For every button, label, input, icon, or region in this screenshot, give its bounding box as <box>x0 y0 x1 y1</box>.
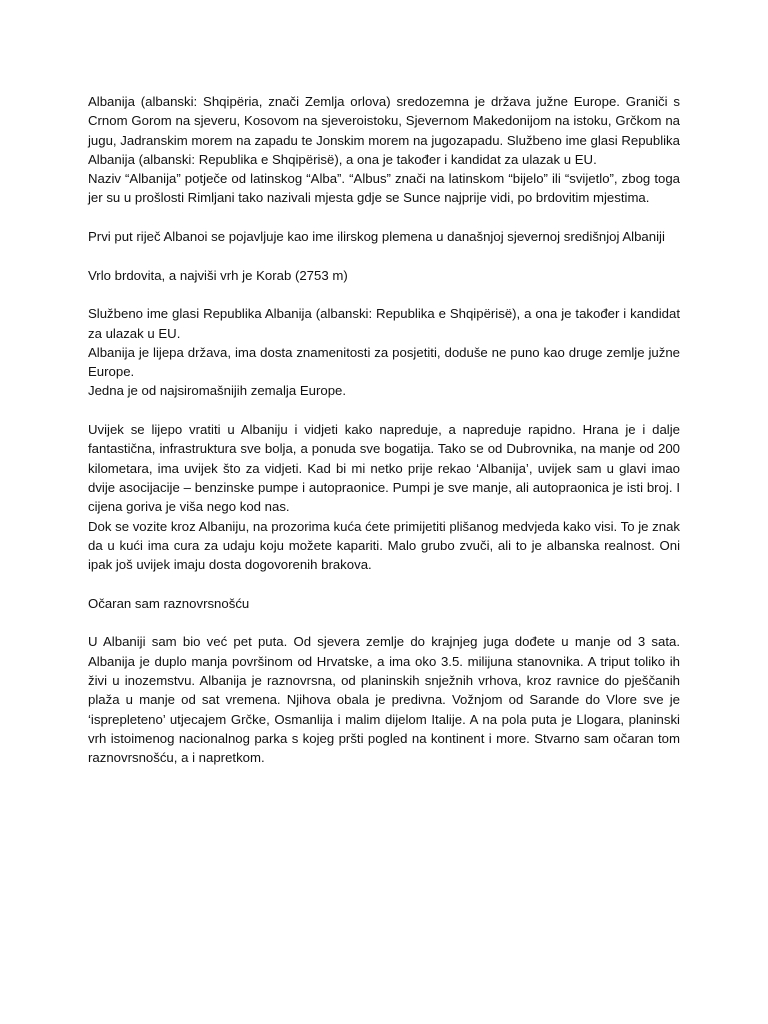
section-heading-diversity: Očaran sam raznovrsnošću <box>88 595 250 611</box>
paragraph-intro: Albanija (albanski: Shqipëria, znači Zemlja orlova) sredozemna je država južne Europe. Graniči s Crnom Gorom na sjeveru, Kosovom na sjeveroistoku, Sjevernom Makedonijom na istoku, Grčkom na jugu, Jadranskim morem na zapadu te Jonskim morem na jugozapadu. Službeno ime glasi Republika Albanija (albanski: Republika e Shqipërisë), a ona je također i kandidat za ulazak u EU. <box>88 94 680 167</box>
paragraph-official-name: Službeno ime glasi Republika Albanija (albanski: Republika e Shqipërisë), a ona je također i kandidat za ulazak u EU. <box>88 306 680 341</box>
document-page <box>88 92 680 767</box>
paragraph-korab: Vrlo brdovita, a najviši vrh je Korab (2753 m) <box>88 267 348 283</box>
paragraph-diversity: U Albaniji sam bio već pet puta. Od sjevera zemlje do krajnjeg juga dođete u manje od 3 sata. Albanija je duplo manja površinom od Hrvatske, a ima oko 3.5. milijuna stanovnika. A triput toliko ih živi u inozemstvu. Albanija je raznovrsna, od planinskih snježnih vrhova, kroz ravnice do pješčanih plaža u manje od sat vremena. Njihova obala je predivna. Vožnjom od Sarande do Vlore sve je ‘isprepleteno’ utjecajem Grčke, Osmanlija i malim dijelom Italije. A na pola puta je Llogara, planinski vrh istoimenog nacionalnog parka s kojeg pršti pogled na kontinent i more. Stvarno sam očaran tom raznovrsnošću, a i napretkom. <box>88 634 680 766</box>
paragraph-name-origin: Naziv “Albanija” potječe od latinskog “Alba”. “Albus” znači na latinskom “bijelo” ili “svijetlo”, zbog toga jer su u prošlosti Rimljani tako nazivali mjesta gdje se Sunce najprije vidi, po brdovitim mjestima. <box>88 171 680 206</box>
paragraph-progress: Uvijek se lijepo vratiti u Albaniju i vidjeti kako napreduje, a napreduje rapidno. Hrana je i dalje fantastična, infrastruktura sve bolja, a ponuda sve bogatija. Tako se od Dubrovnika, na manje od 200 kilometara, ima uvijek što za vidjeti. Kad bi mi netko prije rekao ‘Albanija’, uvijek sam u glavi imao dvije asocijacije – benzinske pumpe i autopraonice. Pumpi je sve manje, ali autopraonica je isti broj. I cijena goriva je viša nego kod nas. <box>88 422 680 515</box>
paragraph-poorest: Jedna je od najsiromašnijih zemalja Europe. <box>88 383 347 399</box>
paragraph-teddy-bear: Dok se vozite kroz Albaniju, na prozorima kuća ćete primijetiti plišanog medvjeda kako visi. To je znak da u kući ima cura za udaju koju možete kapariti. Malo grubo zvuči, ali to je albanska realnost. Oni ipak još uvijek imaju dosta dogovorenih brakova. <box>88 518 681 573</box>
paragraph-beautiful-country: Albanija je lijepa država, ima dosta znamenitosti za posjetiti, doduše ne puno kao druge zemlje južne Europe. <box>88 344 680 380</box>
paragraph-albanoi: Prvi put riječ Albanoi se pojavljuje kao ime ilirskog plemena u današnjoj sjevernoj središnjoj Albaniji <box>88 229 665 245</box>
